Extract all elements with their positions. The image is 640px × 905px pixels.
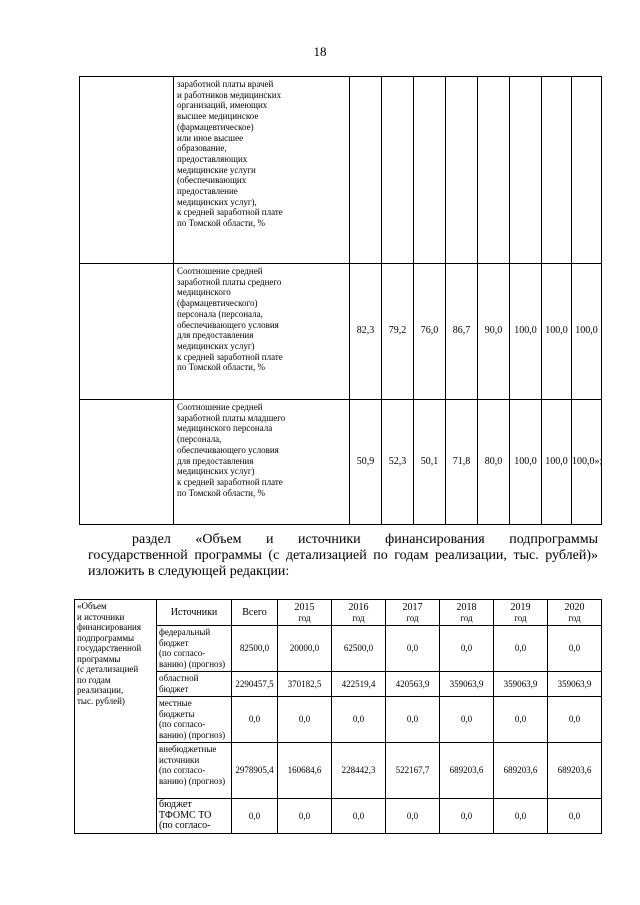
label-line: (фармацевтического) bbox=[177, 298, 258, 309]
source-line: областной bbox=[159, 673, 199, 683]
year-suffix: год bbox=[514, 612, 527, 623]
total-cell: 82500,0 bbox=[232, 626, 278, 672]
indicator-row bbox=[80, 264, 602, 400]
header-total: Всего bbox=[232, 600, 278, 626]
label-line: (фармацевтическое) bbox=[177, 121, 254, 132]
label-line: обеспечивающего условия bbox=[177, 319, 279, 330]
year-value-cell: 689203,6 bbox=[440, 743, 494, 799]
label-line: Соотношение средней bbox=[177, 402, 263, 412]
year-suffix: год bbox=[298, 612, 311, 623]
label-line: заработной платы врачей bbox=[177, 79, 274, 89]
year-value-cell: 0,0 bbox=[386, 626, 440, 672]
value-cell: 52,3 bbox=[382, 400, 414, 525]
header-year bbox=[548, 600, 602, 626]
value-cell: 100,0 bbox=[510, 400, 542, 525]
header-row bbox=[75, 600, 602, 626]
value-cell bbox=[414, 77, 446, 264]
value-cell bbox=[510, 77, 542, 264]
source-line: (по согласо- bbox=[159, 719, 206, 729]
paragraph-line-1: раздел «Объем и источники финансирования подпрограммы bbox=[132, 532, 598, 547]
title-line: и источники bbox=[77, 611, 125, 622]
title-line: «Объем bbox=[77, 601, 107, 611]
title-cell bbox=[75, 600, 157, 834]
label-line: для предоставления bbox=[177, 330, 254, 341]
indicator-label bbox=[174, 400, 350, 525]
value-cell: 100,0 bbox=[572, 264, 602, 400]
year-value-cell: 0,0 bbox=[494, 626, 548, 672]
source-cell bbox=[157, 697, 232, 743]
source-line: местные bbox=[159, 698, 192, 708]
header-year bbox=[332, 600, 386, 626]
header-sources: Источники bbox=[157, 600, 232, 626]
value-cell: 90,0 bbox=[478, 264, 510, 400]
value-cell bbox=[572, 77, 602, 264]
year-value-cell: 0,0 bbox=[548, 799, 602, 834]
year-suffix: год bbox=[406, 612, 419, 623]
value-cell bbox=[382, 77, 414, 264]
year-number: 2017 bbox=[402, 601, 423, 613]
value-cell: 86,7 bbox=[446, 264, 478, 400]
label-line: медицинские услуги bbox=[177, 164, 256, 175]
label-line: к средней заработной плате bbox=[177, 476, 283, 487]
source-line: источники bbox=[159, 754, 200, 765]
year-value-cell: 522167,7 bbox=[386, 743, 440, 799]
year-number: 2019 bbox=[510, 601, 531, 613]
year-value-cell: 0,0 bbox=[440, 626, 494, 672]
year-value-cell: 0,0 bbox=[332, 697, 386, 743]
title-line: финансирования bbox=[77, 622, 141, 632]
label-line: (обеспечивающих bbox=[177, 175, 247, 186]
indicators-table bbox=[79, 76, 602, 525]
indicator-row bbox=[80, 77, 602, 264]
year-value-cell: 228442,3 bbox=[332, 743, 386, 799]
label-line: предоставляющих bbox=[177, 153, 248, 164]
label-line: образование, bbox=[177, 143, 227, 154]
label-line: персонала (персонала, bbox=[177, 308, 263, 319]
year-value-cell: 689203,6 bbox=[494, 743, 548, 799]
label-line: (персонала, bbox=[177, 434, 222, 445]
label-line: медицинского bbox=[177, 287, 231, 298]
year-value-cell: 370182,5 bbox=[278, 672, 332, 697]
value-cell: 76,0 bbox=[414, 264, 446, 400]
value-cell: 100,0 bbox=[510, 264, 542, 400]
year-value-cell: 0,0 bbox=[548, 626, 602, 672]
header-year bbox=[386, 600, 440, 626]
title-line: тыс. рублей) bbox=[77, 695, 125, 706]
year-value-cell: 0,0 bbox=[386, 799, 440, 834]
year-value-cell: 62500,0 bbox=[332, 626, 386, 672]
source-line: (по согласо- bbox=[159, 820, 211, 831]
year-number: 2015 bbox=[294, 601, 315, 613]
indicator-label bbox=[174, 77, 350, 264]
label-line: по Томской области, % bbox=[177, 218, 265, 229]
year-value-cell: 359063,9 bbox=[494, 672, 548, 697]
year-number: 2018 bbox=[456, 601, 477, 613]
label-line: высшее медицинское bbox=[177, 111, 259, 122]
title-line: по годам bbox=[77, 674, 111, 685]
label-line: по Томской области, % bbox=[177, 362, 265, 373]
source-line: ванию) (прогноз) bbox=[159, 658, 226, 669]
label-line: медицинских услуг) bbox=[177, 340, 255, 351]
total-cell: 2290457,5 bbox=[232, 672, 278, 697]
source-line: ТФОМС ТО bbox=[159, 809, 212, 821]
label-line: по Томской области, % bbox=[177, 487, 265, 498]
year-value-cell: 420563,9 bbox=[386, 672, 440, 697]
label-line: предоставление bbox=[177, 186, 238, 197]
year-value-cell: 359063,9 bbox=[548, 672, 602, 697]
label-line: к средней заработной плате bbox=[177, 351, 283, 362]
financing-table bbox=[74, 599, 602, 834]
source-line: ванию) (прогноз) bbox=[159, 775, 226, 786]
label-line: обеспечивающего условия bbox=[177, 444, 279, 455]
year-value-cell: 0,0 bbox=[548, 697, 602, 743]
year-value-cell: 0,0 bbox=[440, 697, 494, 743]
label-line: медицинских услуг), bbox=[177, 196, 257, 207]
year-value-cell: 0,0 bbox=[278, 799, 332, 834]
label-line: или иное высшее bbox=[177, 132, 244, 143]
title-line: подпрограммы bbox=[77, 632, 135, 643]
label-line: и работников медицинских bbox=[177, 89, 282, 100]
value-cell: 82,3 bbox=[350, 264, 382, 400]
value-cell: 100,0 bbox=[542, 400, 572, 525]
year-number: 2016 bbox=[348, 601, 369, 613]
empty-cell bbox=[80, 264, 174, 400]
label-line: организаций, имеющих bbox=[177, 100, 268, 111]
section-paragraph bbox=[88, 532, 598, 580]
year-value-cell: 0,0 bbox=[494, 799, 548, 834]
source-line: бюджет bbox=[159, 637, 189, 648]
year-value-cell: 359063,9 bbox=[440, 672, 494, 697]
title-line: (с детализацией bbox=[77, 664, 139, 674]
label-line: медицинского персонала bbox=[177, 423, 273, 434]
label-line: для предоставления bbox=[177, 455, 254, 466]
empty-cell bbox=[80, 77, 174, 264]
source-line: (по согласо- bbox=[159, 765, 206, 775]
year-value-cell: 422519,4 bbox=[332, 672, 386, 697]
header-year bbox=[440, 600, 494, 626]
title-line: программы bbox=[77, 653, 121, 664]
indicator-label bbox=[174, 264, 350, 400]
source-line: бюджет bbox=[159, 799, 192, 810]
paragraph-line-2: государственной программы (с детализацией по годам реализации, тыс. рублей)» bbox=[88, 548, 598, 563]
year-value-cell: 0,0 bbox=[386, 697, 440, 743]
empty-cell bbox=[80, 400, 174, 525]
year-value-cell: 0,0 bbox=[278, 697, 332, 743]
header-year bbox=[278, 600, 332, 626]
year-value-cell: 0,0 bbox=[440, 799, 494, 834]
value-cell bbox=[478, 77, 510, 264]
label-line: заработной платы младшего bbox=[177, 412, 286, 423]
value-cell bbox=[446, 77, 478, 264]
year-value-cell: 689203,6 bbox=[548, 743, 602, 799]
year-suffix: год bbox=[460, 612, 473, 623]
total-cell: 0,0 bbox=[232, 697, 278, 743]
value-cell: 50,1 bbox=[414, 400, 446, 525]
label-line: Соотношение средней bbox=[177, 266, 263, 276]
source-line: бюджеты bbox=[159, 708, 195, 719]
source-line: федеральный bbox=[159, 627, 211, 637]
source-line: (по согласо- bbox=[159, 648, 206, 658]
value-cell: 79,2 bbox=[382, 264, 414, 400]
indicator-row bbox=[80, 400, 602, 525]
source-line: ванию) (прогноз) bbox=[159, 729, 226, 740]
page-number: 18 bbox=[313, 44, 327, 59]
value-cell bbox=[542, 77, 572, 264]
year-suffix: год bbox=[352, 612, 365, 623]
year-value-cell: 160684,6 bbox=[278, 743, 332, 799]
header-year bbox=[494, 600, 548, 626]
title-line: государственной bbox=[77, 643, 142, 653]
value-cell: 80,0 bbox=[478, 400, 510, 525]
value-cell: 100,0»; bbox=[572, 400, 602, 525]
total-cell: 0,0 bbox=[232, 799, 278, 834]
year-number: 2020 bbox=[564, 601, 585, 613]
value-cell: 100,0 bbox=[542, 264, 572, 400]
value-cell bbox=[350, 77, 382, 264]
year-value-cell: 0,0 bbox=[494, 697, 548, 743]
source-line: внебюджетные bbox=[159, 744, 217, 754]
source-cell bbox=[157, 799, 232, 834]
source-cell bbox=[157, 672, 232, 697]
total-cell: 2978905,4 bbox=[232, 743, 278, 799]
year-value-cell: 20000,0 bbox=[278, 626, 332, 672]
source-cell bbox=[157, 626, 232, 672]
paragraph-line-3: изложить в следующей редакции: bbox=[88, 564, 290, 579]
source-cell bbox=[157, 743, 232, 799]
year-value-cell: 0,0 bbox=[332, 799, 386, 834]
title-line: реализации, bbox=[77, 685, 124, 695]
source-line: бюджет bbox=[159, 683, 189, 694]
value-cell: 71,8 bbox=[446, 400, 478, 525]
label-line: к средней заработной плате bbox=[177, 207, 283, 218]
value-cell: 50,9 bbox=[350, 400, 382, 525]
year-suffix: год bbox=[568, 612, 581, 623]
label-line: заработной платы среднего bbox=[177, 276, 282, 287]
label-line: медицинских услуг) bbox=[177, 466, 255, 477]
